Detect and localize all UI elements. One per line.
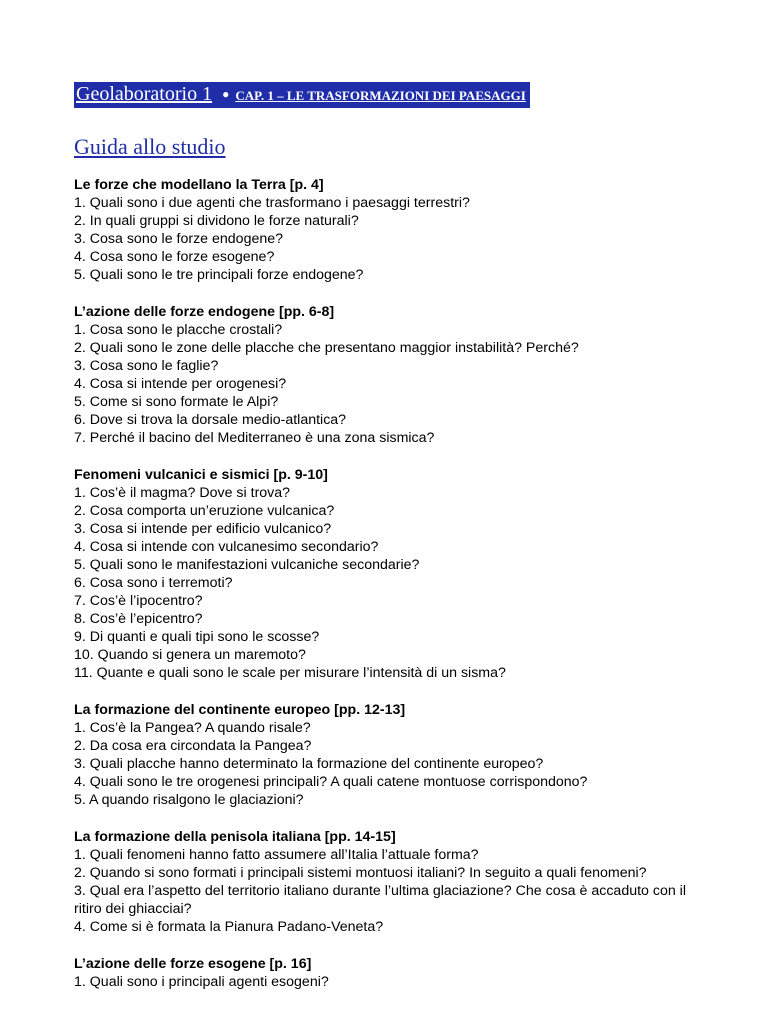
question-item: 7. Cos’è l’ipocentro? xyxy=(74,593,203,609)
question-item: 2. In quali gruppi si dividono le forze naturali? xyxy=(74,213,359,229)
question-list xyxy=(74,194,714,284)
question-item: 3. Cosa sono le faglie? xyxy=(74,358,219,374)
question-item: 2. Quali sono le zone delle placche che presentano maggior instabilità? Perché? xyxy=(74,340,579,356)
section xyxy=(74,701,714,809)
section xyxy=(74,828,714,936)
question-item: 1. Quali sono i due agenti che trasformano i paesaggi terrestri? xyxy=(74,195,470,211)
question-item: 1. Quali sono i principali agenti esogeni? xyxy=(74,974,329,990)
section-heading: Le forze che modellano la Terra [p. 4] xyxy=(74,177,324,193)
question-item: 2. Da cosa era circondata la Pangea? xyxy=(74,738,312,754)
sections-container xyxy=(74,176,714,991)
section-heading: L’azione delle forze esogene [p. 16] xyxy=(74,956,312,972)
question-item: 2. Cosa comporta un’eruzione vulcanica? xyxy=(74,503,335,519)
section-heading: Fenomeni vulcanici e sismici [p. 9-10] xyxy=(74,467,328,483)
section xyxy=(74,176,714,284)
question-item: 11. Quante e quali sono le scale per misurare l’intensità di un sisma? xyxy=(74,665,506,681)
section-heading: La formazione della penisola italiana [pp. 14-15] xyxy=(74,829,396,845)
question-item: 4. Quali sono le tre orogenesi principali? A quali catene montuose corrispondono? xyxy=(74,774,588,790)
section xyxy=(74,955,714,991)
question-list xyxy=(74,321,714,447)
section xyxy=(74,466,714,682)
question-item: 2. Quando si sono formati i principali sistemi montuosi italiani? In seguito a quali fenomeni? xyxy=(74,865,647,881)
question-item: 3. Cosa si intende per edificio vulcanico? xyxy=(74,521,332,537)
question-item: 1. Cosa sono le placche crostali? xyxy=(74,322,283,338)
question-item: 4. Come si è formata la Pianura Padano-Veneta? xyxy=(74,919,384,935)
question-item: 10. Quando si genera un maremoto? xyxy=(74,647,306,663)
question-item: 3. Cosa sono le forze endogene? xyxy=(74,231,284,247)
question-item: 3. Qual era l’aspetto del territorio italiano durante l’ultima glaciazione? Che cosa è accaduto con il ritiro dei ghiacciai? xyxy=(74,883,686,917)
question-item: 6. Dove si trova la dorsale medio-atlantica? xyxy=(74,412,347,428)
section xyxy=(74,303,714,447)
chapter-banner xyxy=(74,82,530,108)
question-item: 1. Quali fenomeni hanno fatto assumere all’Italia l’attuale forma? xyxy=(74,847,479,863)
question-item: 5. Quali sono le manifestazioni vulcaniche secondarie? xyxy=(74,557,420,573)
question-item: 1. Cos’è il magma? Dove si trova? xyxy=(74,485,291,501)
banner-title: Geolaboratorio 1 xyxy=(76,83,213,105)
guide-title: Guida allo studio xyxy=(74,134,226,159)
question-item: 4. Cosa si intende con vulcanesimo secondario? xyxy=(74,539,379,555)
document-page xyxy=(74,80,714,1010)
question-item: 5. A quando risalgono le glaciazioni? xyxy=(74,792,304,808)
question-item: 5. Quali sono le tre principali forze endogene? xyxy=(74,267,364,283)
question-item: 9. Di quanti e quali tipi sono le scosse? xyxy=(74,629,320,645)
banner-chapter: CAP. 1 – LE TRASFORMAZIONI DEI PAESAGGI xyxy=(235,88,526,103)
question-item: 4. Cosa sono le forze esogene? xyxy=(74,249,275,265)
question-item: 7. Perché il bacino del Mediterraneo è una zona sismica? xyxy=(74,430,435,446)
question-item: 5. Come si sono formate le Alpi? xyxy=(74,394,279,410)
question-list xyxy=(74,973,714,991)
question-item: 4. Cosa si intende per orogenesi? xyxy=(74,376,287,392)
section-heading: La formazione del continente europeo [pp. 12-13] xyxy=(74,702,406,718)
question-item: 1. Cos’è la Pangea? A quando risale? xyxy=(74,720,311,736)
section-heading: L’azione delle forze endogene [pp. 6-8] xyxy=(74,304,335,320)
question-list xyxy=(74,484,714,682)
question-list xyxy=(74,719,714,809)
question-item: 6. Cosa sono i terremoti? xyxy=(74,575,233,591)
question-item: 3. Quali placche hanno determinato la formazione del continente europeo? xyxy=(74,756,544,772)
bullet-icon: ● xyxy=(222,87,230,101)
question-item: 8. Cos’è l’epicentro? xyxy=(74,611,203,627)
question-list xyxy=(74,846,714,936)
